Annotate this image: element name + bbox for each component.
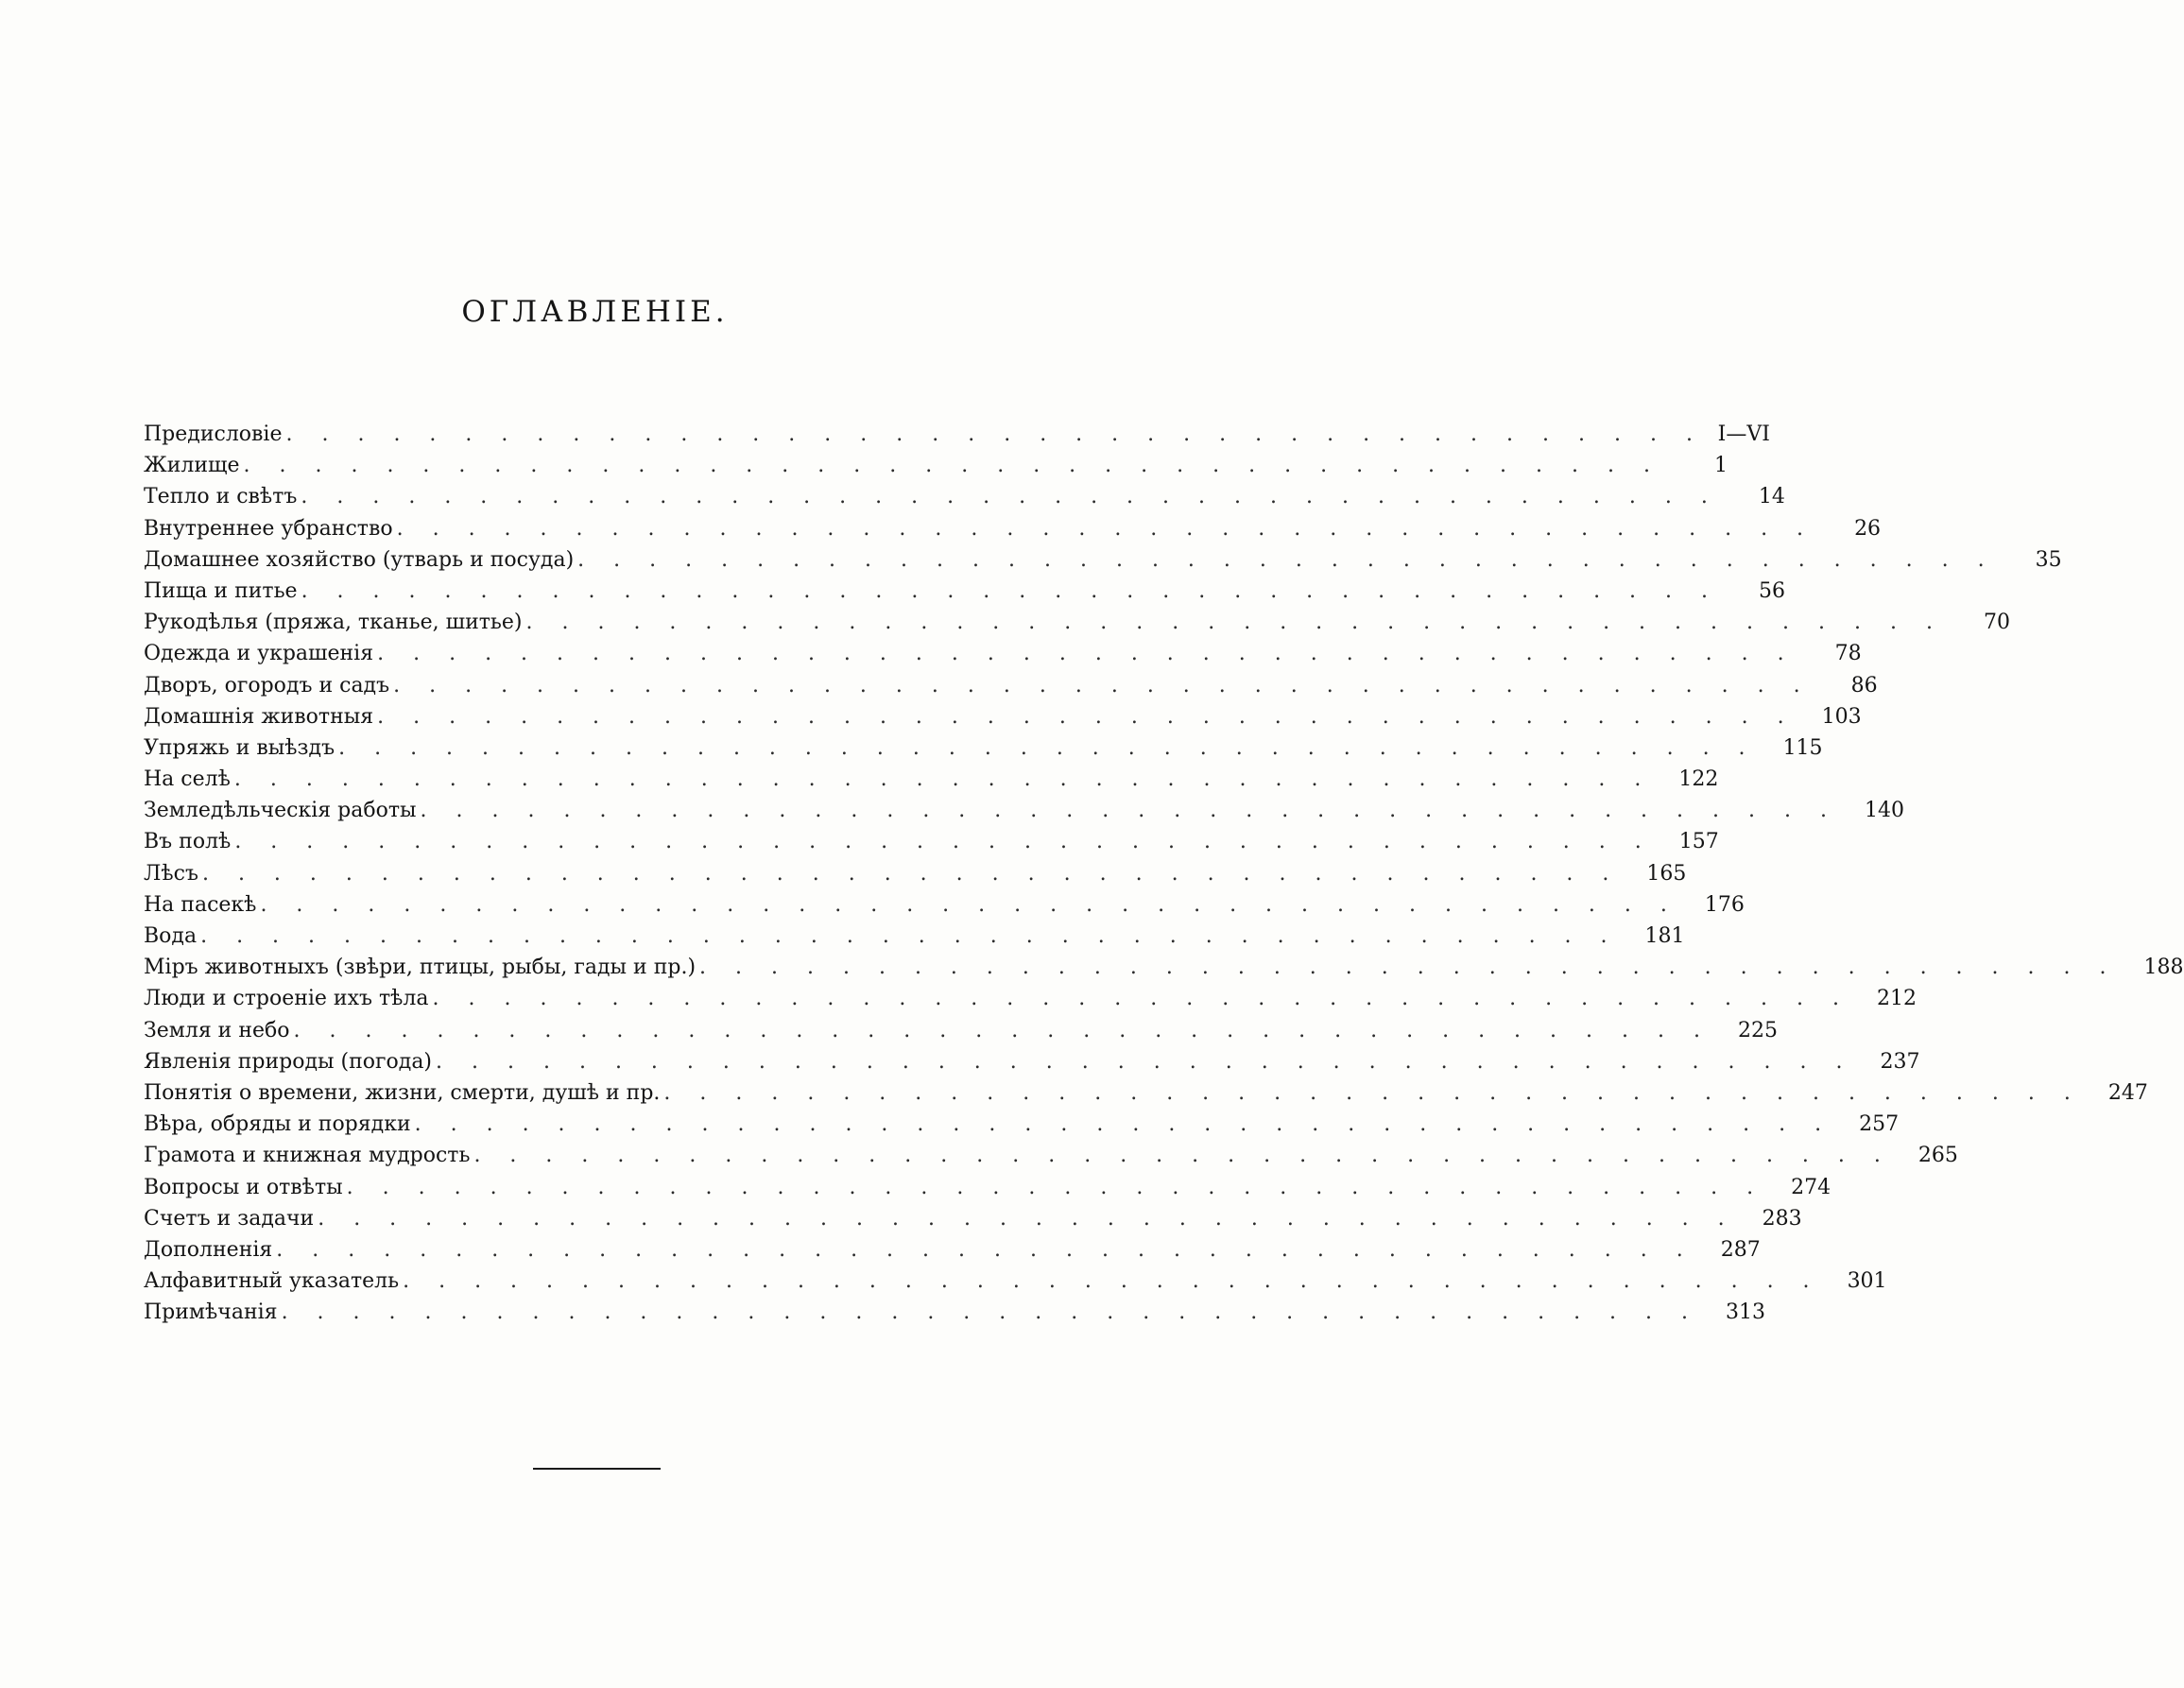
- toc-entry: [144, 701, 1862, 732]
- toc-entry: [144, 419, 1770, 450]
- toc-entry-title: Вода: [144, 924, 198, 948]
- toc-entry: [144, 952, 2184, 983]
- toc-entry-title: Рукодѣлья (пряжа, тканье, шитье): [144, 611, 523, 635]
- dot-leader: . . . . . . . . . . . . . . . . . . . . . . . . . . . . . . . . . . . . . . . .: [414, 1112, 1833, 1137]
- dot-leader: . . . . . . . . . . . . . . . . . . . . . . . . . . . . . . . . . . . . . . . .: [276, 1237, 1694, 1262]
- toc-entry-page-number: 78: [1834, 642, 1862, 666]
- dot-leader: . . . . . . . . . . . . . . . . . . . . . . . . . . . . . . . . . . . . . . . .: [473, 1144, 1892, 1168]
- toc-entry-page-number: 225: [1737, 1018, 1778, 1042]
- toc-entry-page-number: 188: [2143, 956, 2184, 980]
- table-of-contents: [144, 419, 2184, 1328]
- toc-entry: [144, 921, 1685, 952]
- toc-entry-page-number: 157: [1678, 830, 1719, 854]
- toc-entry-title: Упряжь и выѣздъ: [144, 735, 335, 760]
- toc-entry-page-number: 1: [1713, 454, 1728, 478]
- toc-entry: [144, 1297, 1766, 1328]
- toc-entry-title: Домашнія животныя: [144, 704, 374, 729]
- toc-entry-title: Дополненія: [144, 1237, 273, 1262]
- toc-entry-page-number: 35: [2035, 547, 2062, 572]
- dot-leader: . . . . . . . . . . . . . . . . . . . . . . . . . . . . . . . . . . . . . . . .: [436, 1049, 1854, 1074]
- dot-leader: . . . . . . . . . . . . . . . . . . . . . . . . . . . . . . . . . . . . . . . .: [200, 924, 1619, 948]
- dot-leader: . . . . . . . . . . . . . . . . . . . . . . . . . . . . . . . . . . . . . . . .: [377, 642, 1796, 666]
- toc-entry-page-number: I—VI: [1717, 422, 1770, 446]
- toc-entry: [144, 607, 2010, 638]
- toc-entry-title: Грамота и книжная мудрость: [144, 1144, 471, 1168]
- toc-entry: [144, 1234, 1761, 1266]
- toc-entry-page-number: 176: [1704, 892, 1745, 917]
- toc-entry-page-number: 247: [2107, 1080, 2148, 1105]
- toc-entry: [144, 1077, 2148, 1109]
- toc-entry-title: На пасекѣ: [144, 892, 257, 917]
- dot-leader: . . . . . . . . . . . . . . . . . . . . . . . . . . . . . . . . . . . . . . . .: [233, 767, 1653, 792]
- dot-leader: . . . . . . . . . . . . . . . . . . . . . . . . . . . . . . . . . . . . . . . .: [432, 987, 1850, 1011]
- toc-entry-page-number: 56: [1759, 578, 1786, 603]
- toc-entry: [144, 670, 1878, 701]
- toc-entry-page-number: 301: [1847, 1269, 1887, 1294]
- toc-entry-title: Люди и строеніе ихъ тѣла: [144, 987, 429, 1011]
- toc-entry-page-number: 70: [1983, 611, 2010, 635]
- toc-entry: [144, 576, 1786, 607]
- toc-entry-title: Алфавитный указатель: [144, 1269, 400, 1294]
- toc-entry-title: Примѣчанія: [144, 1300, 278, 1325]
- toc-entry-page-number: 313: [1726, 1300, 1766, 1325]
- toc-entry-title: Жилище: [144, 454, 240, 478]
- toc-entry-page-number: 265: [1917, 1144, 1958, 1168]
- toc-entry-title: Лѣсъ: [144, 861, 198, 886]
- toc-entry-title: Дворъ, огородъ и садъ: [144, 673, 390, 698]
- toc-entry-page-number: 165: [1646, 861, 1687, 886]
- toc-entry-page-number: 287: [1720, 1237, 1761, 1262]
- dot-leader: . . . . . . . . . . . . . . . . . . . . . . . . . . . . . . . . . . . . . . . .: [301, 578, 1720, 603]
- toc-entry-title: Міръ животныхъ (звѣри, птицы, рыбы, гады и пр.): [144, 956, 696, 980]
- toc-entry: [144, 732, 1823, 764]
- toc-entry-title: Вопросы и отвѣты: [144, 1175, 343, 1199]
- toc-entry-title: Внутреннее убранство: [144, 516, 393, 541]
- toc-entry: [144, 544, 2062, 576]
- toc-entry: [144, 1140, 1958, 1171]
- toc-entry-title: Предисловіе: [144, 422, 283, 446]
- dot-leader: . . . . . . . . . . . . . . . . . . . . . . . . . . . . . . . . . . . . . . . .: [525, 611, 1944, 635]
- toc-entry: [144, 795, 1904, 826]
- toc-entry-page-number: 122: [1678, 767, 1719, 792]
- toc-entry: [144, 638, 1862, 669]
- toc-entry: [144, 450, 1728, 481]
- dot-leader: . . . . . . . . . . . . . . . . . . . . . . . . . . . . . . . . . . . . . . . .: [699, 956, 2118, 980]
- toc-entry: [144, 1203, 1802, 1234]
- dot-leader: . . . . . . . . . . . . . . . . . . . . . . . . . . . . . . . . . . . . . . . .: [663, 1080, 2082, 1105]
- toc-entry: [144, 826, 1719, 857]
- toc-entry-page-number: 86: [1850, 673, 1878, 698]
- toc-entry-title: Тепло и свѣтъ: [144, 485, 298, 509]
- toc-entry: [144, 481, 1785, 512]
- toc-entry-page-number: 140: [1864, 799, 1904, 823]
- toc-entry-title: Одежда и украшенія: [144, 642, 374, 666]
- toc-entry-title: Пища и питье: [144, 578, 298, 603]
- toc-entry-title: Счетъ и задачи: [144, 1206, 315, 1231]
- toc-entry-page-number: 115: [1782, 735, 1823, 760]
- toc-entry-title: Домашнее хозяйство (утварь и посуда): [144, 547, 575, 572]
- toc-entry-title: На селѣ: [144, 767, 231, 792]
- dot-leader: . . . . . . . . . . . . . . . . . . . . . . . . . . . . . . . . . . . . . . . .: [201, 861, 1621, 886]
- toc-entry-title: Понятія о времени, жизни, смерти, душѣ и пр.: [144, 1080, 661, 1105]
- toc-entry-page-number: 181: [1644, 924, 1685, 948]
- dot-leader: . . . . . . . . . . . . . . . . . . . . . . . . . . . . . . . . . . . . . . . .: [403, 1269, 1821, 1294]
- closing-rule: [533, 1468, 661, 1470]
- toc-entry-page-number: 274: [1791, 1175, 1831, 1199]
- toc-entry: [144, 1046, 1920, 1077]
- toc-entry-page-number: 26: [1854, 516, 1882, 541]
- toc-entry-page-number: 237: [1880, 1049, 1920, 1074]
- dot-leader: . . . . . . . . . . . . . . . . . . . . . . . . . . . . . . . . . . . . . . . .: [281, 1300, 1700, 1325]
- dot-leader: . . . . . . . . . . . . . . . . . . . . . . . . . . . . . . . . . . . . . . . .: [318, 1206, 1736, 1231]
- dot-leader: . . . . . . . . . . . . . . . . . . . . . . . . . . . . . . . . . . . . . . . .: [293, 1018, 1711, 1042]
- dot-leader: . . . . . . . . . . . . . . . . . . . . . . . . . . . . . . . . . . . . . . . .: [396, 516, 1815, 541]
- toc-entry-title: Земледѣльческія работы: [144, 799, 417, 823]
- toc-entry: [144, 889, 1745, 921]
- toc-entry: [144, 983, 1917, 1014]
- dot-leader: . . . . . . . . . . . . . . . . . . . . . . . . . . . . . . . . . . . . . . . .: [346, 1175, 1765, 1199]
- dot-leader: . . . . . . . . . . . . . . . . . . . . . . . . . . . . . . . . . . . . . . . .: [377, 704, 1796, 729]
- dot-leader: . . . . . . . . . . . . . . . . . . . . . . . . . . . . . . . . . . . . . . . .: [338, 735, 1757, 760]
- dot-leader: . . . . . . . . . . . . . . . . . . . . . . . . . . . . . . . . . . . . . . . .: [420, 799, 1838, 823]
- dot-leader: . . . . . . . . . . . . . . . . . . . . . . . . . . . . . . . . . . . . . . . .: [243, 454, 1661, 478]
- toc-entry-title: Вѣра, обряды и порядки: [144, 1112, 411, 1137]
- toc-entry: [144, 1109, 1900, 1140]
- toc-entry: [144, 1266, 1887, 1297]
- toc-entry-title: Земля и небо: [144, 1018, 290, 1042]
- toc-entry: [144, 1172, 1831, 1203]
- toc-entry: [144, 764, 1719, 795]
- toc-entry-page-number: 257: [1859, 1112, 1900, 1137]
- toc-entry-title: Явленія природы (погода): [144, 1049, 433, 1074]
- toc-entry-page-number: 14: [1758, 485, 1785, 509]
- toc-entry-page-number: 103: [1821, 704, 1862, 729]
- toc-entry: [144, 1015, 1778, 1046]
- dot-leader: . . . . . . . . . . . . . . . . . . . . . . . . . . . . . . . . . . . . . . . .: [393, 673, 1812, 698]
- dot-leader: . . . . . . . . . . . . . . . . . . . . . . . . . . . . . . . . . . . . . . . .: [301, 485, 1719, 509]
- dot-leader: . . . . . . . . . . . . . . . . . . . . . . . . . . . . . . . . . . . . . . . .: [260, 892, 1678, 917]
- toc-entry-title: Въ полѣ: [144, 830, 232, 854]
- toc-entry-page-number: 283: [1762, 1206, 1802, 1231]
- page-title: ОГЛАВЛЕНІЕ.: [461, 295, 729, 329]
- dot-leader: . . . . . . . . . . . . . . . . . . . . . . . . . . . . . . . . . . . . . . . .: [577, 547, 1996, 572]
- toc-entry: [144, 858, 1687, 889]
- toc-entry-page-number: 212: [1876, 987, 1917, 1011]
- dot-leader: . . . . . . . . . . . . . . . . . . . . . . . . . . . . . . . . . . . . . . . .: [285, 422, 1704, 446]
- toc-entry: [144, 513, 1882, 544]
- dot-leader: . . . . . . . . . . . . . . . . . . . . . . . . . . . . . . . . . . . . . . . .: [234, 830, 1653, 854]
